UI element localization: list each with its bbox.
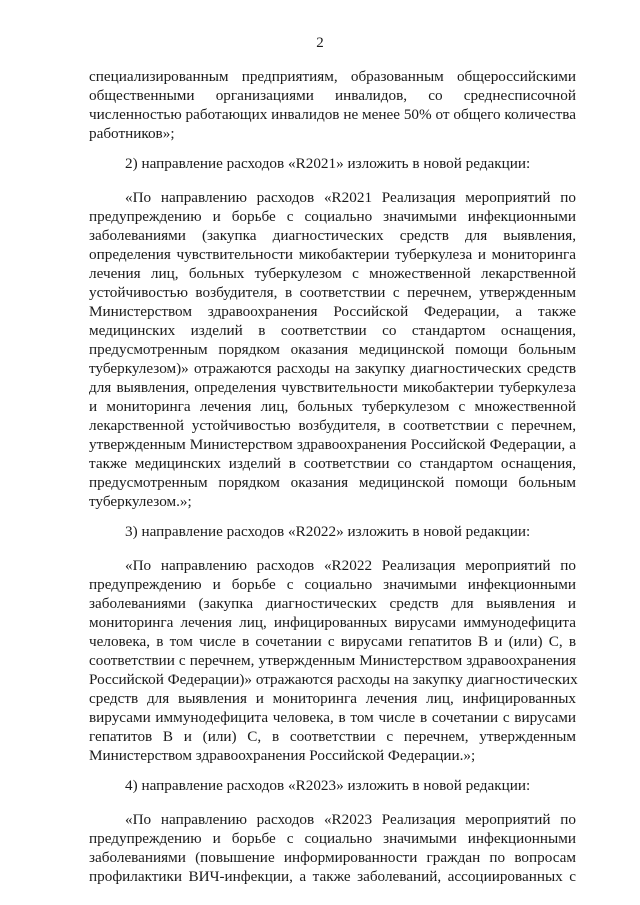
text-line: определения чувствительности микобактерии туберкулеза и мониторинга: [89, 246, 576, 263]
text-line: и мониторинга лечения лиц, больных туберкулезом с множественной: [89, 398, 576, 415]
text-line: «По направлению расходов «R2021 Реализация мероприятий по: [125, 189, 576, 206]
section-heading: 2) направление расходов «R2021» изложить в новой редакции:: [125, 155, 531, 172]
text-line: общественными организациями инвалидов, со среднесписочной: [89, 87, 576, 104]
text-line: также медицинских изделий в соответствии со стандартом оснащения,: [89, 455, 576, 472]
text-line: Российской Федерации)» отражаются расходы на закупку диагностических: [89, 671, 578, 688]
text-line: вирусами иммунодефицита человека, в том числе в сочетании с вирусами: [89, 709, 576, 726]
text-line: для выявления, определения чувствительности микобактерии туберкулеза: [89, 379, 576, 396]
text-line: заболеваниями (закупка диагностических средств для выявления,: [89, 227, 576, 244]
text-line: работников»;: [89, 125, 175, 142]
text-line: предупреждению и борьбе с социально значимыми инфекционными: [89, 208, 576, 225]
text-line: профилактики ВИЧ-инфекции, а также заболеваний, ассоциированных с: [89, 868, 576, 885]
text-line: медицинских изделий в соответствии со стандартом оснащения,: [89, 322, 576, 339]
text-line: предусмотренным порядком оказания медицинской помощи больным: [89, 474, 576, 491]
text-line: предусмотренным порядком оказания медицинской помощи больным: [89, 341, 576, 358]
text-line: специализированным предприятиям, образованным общероссийскими: [89, 68, 576, 85]
text-line: утвержденным Министерством здравоохранения Российской Федерации, а: [89, 436, 576, 453]
text-line: туберкулезом.»;: [89, 493, 192, 510]
text-line: лекарственной устойчивостью возбудителя, в соответствии с перечнем,: [89, 417, 576, 434]
text-line: численностью работающих инвалидов не менее 50% от общего количества: [89, 106, 576, 123]
text-line: человека, в том числе в сочетании с вирусами гепатитов В и (или) С, в: [89, 633, 576, 650]
text-line: соответствии с перечнем, утвержденным Министерством здравоохранения: [89, 652, 576, 669]
text-line: Министерством здравоохранения Российской Федерации, а также: [89, 303, 576, 320]
section-heading: 3) направление расходов «R2022» изложить в новой редакции:: [125, 523, 531, 540]
text-line: заболеваниями (повышение информированности граждан по вопросам: [89, 849, 576, 866]
text-line: гепатитов В и (или) С, в соответствии с перечнем, утвержденным: [89, 728, 576, 745]
text-line: заболеваниями (закупка диагностических средств для выявления и: [89, 595, 576, 612]
text-line: устойчивостью возбудителя, в соответствии с перечнем, утвержденным: [89, 284, 576, 301]
text-line: предупреждению и борьбе с социально значимыми инфекционными: [89, 830, 576, 847]
text-line: мониторинга лечения лиц, инфицированных вирусами иммунодефицита: [89, 614, 576, 631]
text-line: предупреждению и борьбе с социально значимыми инфекционными: [89, 576, 576, 593]
page-number: 2: [316, 35, 324, 51]
text-line: Министерством здравоохранения Российской Федерации.»;: [89, 747, 476, 764]
text-line: лечения лиц, больных туберкулезом с множественной лекарственной: [89, 265, 576, 282]
text-line: средств для выявления и мониторинга лечения лиц, инфицированных: [89, 690, 576, 707]
section-heading: 4) направление расходов «R2023» изложить в новой редакции:: [125, 777, 531, 794]
text-line: «По направлению расходов «R2022 Реализация мероприятий по: [125, 557, 576, 574]
text-line: туберкулезом)» отражаются расходы на закупку диагностических средств: [89, 360, 576, 377]
text-line: «По направлению расходов «R2023 Реализация мероприятий по: [125, 811, 576, 828]
